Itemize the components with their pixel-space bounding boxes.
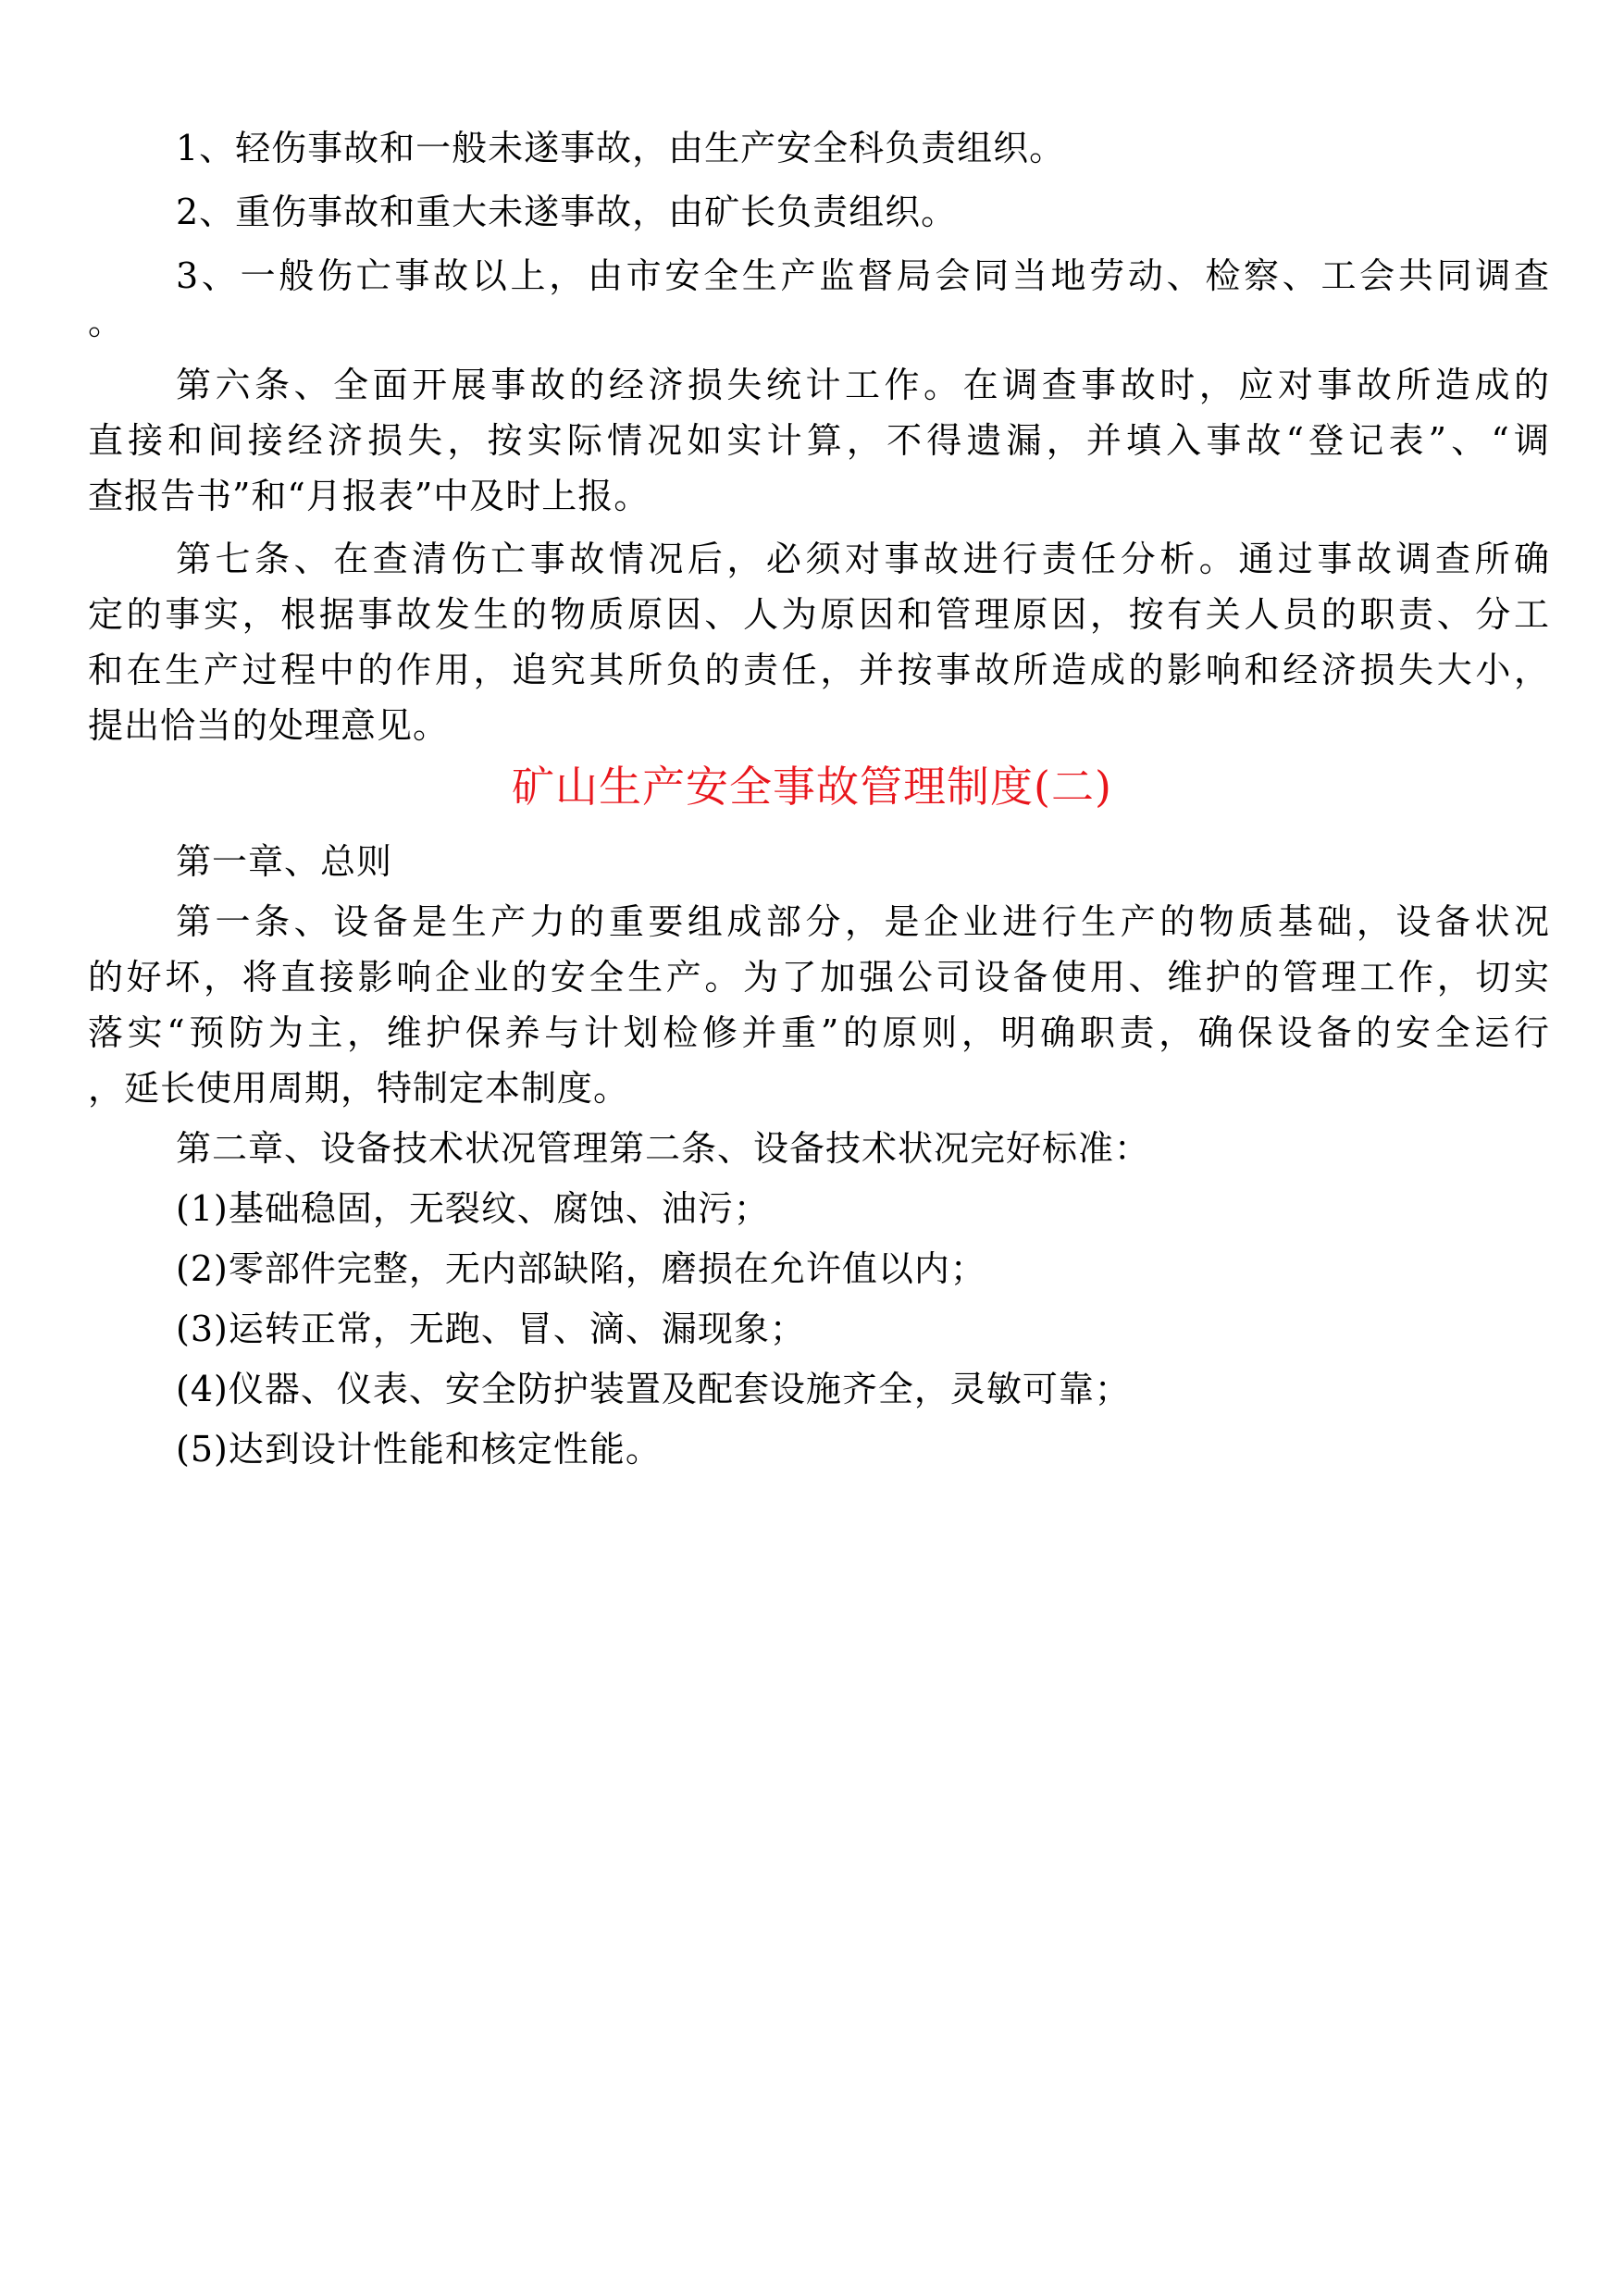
article-1-line-1: 第一条、设备是生产力的重要组成部分，是企业进行生产的物质基础，设备状况 — [176, 901, 1550, 942]
article-7-line-4: 提出恰当的处理意见。 — [88, 705, 450, 746]
clause-1: 1、轻伤事故和一般未遂事故，由生产安全科负责组织。 — [176, 128, 1066, 168]
article-7-line-3: 和在生产过程中的作用，追究其所负的责任，并按事故所造成的影响和经济损失大小， — [88, 650, 1550, 690]
standard-item-5: (5)达到设计性能和核定性能。 — [176, 1429, 662, 1470]
article-7-line-1: 第七条、在查清伤亡事故情况后，必须对事故进行责任分析。通过事故调查所确 — [176, 539, 1550, 579]
chapter-2-heading: 第二章、设备技术状况管理第二条、设备技术状况完好标准： — [176, 1128, 1151, 1169]
clause-2: 2、重伤事故和重大未遂事故，由矿长负责组织。 — [176, 192, 958, 232]
standard-item-3: (3)运转正常，无跑、冒、滴、漏现象； — [176, 1309, 806, 1349]
article-6-line-3: 查报告书”和“月报表”中及时上报。 — [88, 476, 651, 516]
article-7-line-2: 定的事实，根据事故发生的物质原因、人为原因和管理原因，按有关人员的职责、分工 — [88, 594, 1550, 635]
standard-item-4: (4)仪器、仪表、安全防护装置及配套设施齐全，灵敏可靠； — [176, 1369, 1131, 1409]
section-title: 矿山生产安全事故管理制度(二) — [512, 762, 1112, 812]
standard-item-1: (1)基础稳固，无裂纹、腐蚀、油污； — [176, 1188, 770, 1229]
standard-item-2: (2)零部件完整，无内部缺陷，磨损在允许值以内； — [176, 1248, 986, 1289]
clause-3-line-1: 3、一般伤亡事故以上，由市安全生产监督局会同当地劳动、检察、工会共同调查 — [176, 255, 1550, 296]
article-1-line-4: ，延长使用周期，特制定本制度。 — [88, 1068, 630, 1109]
chapter-1-heading: 第一章、总则 — [176, 841, 393, 882]
article-6-line-1: 第六条、全面开展事故的经济损失统计工作。在调查事故时，应对事故所造成的 — [176, 365, 1550, 405]
article-1-line-2: 的好坏，将直接影响企业的安全生产。为了加强公司设备使用、维护的管理工作，切实 — [88, 957, 1550, 998]
article-6-line-2: 直接和间接经济损失，按实际情况如实计算，不得遗漏，并填入事故“登记表”、“调 — [88, 420, 1550, 461]
clause-3-line-2: 。 — [88, 302, 125, 342]
article-1-line-3: 落实“预防为主，维护保养与计划检修并重”的原则，明确职责，确保设备的安全运行 — [88, 1012, 1550, 1053]
